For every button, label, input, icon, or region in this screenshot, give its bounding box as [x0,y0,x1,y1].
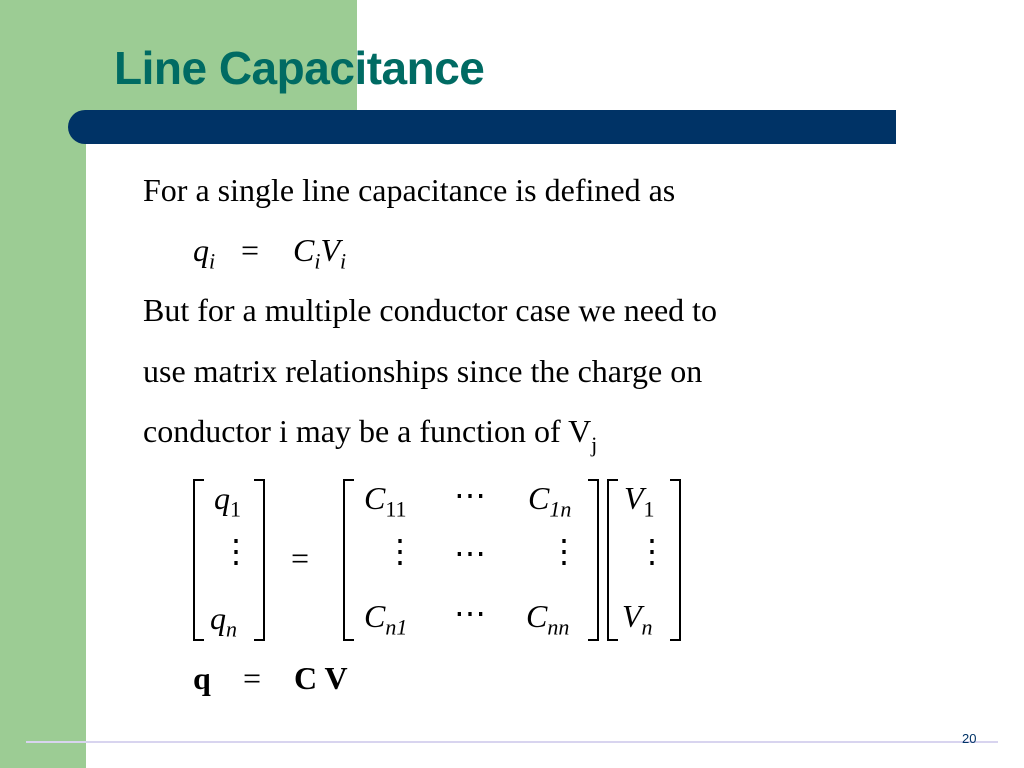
vector-q-bottom [210,600,237,642]
line4-subscript: j [591,432,598,457]
c-bracket-right [588,480,598,640]
title-underline-bar [68,110,896,144]
footer-divider [26,741,998,743]
q-bottom-sub: n [226,616,237,642]
matrix-equals: = [291,540,310,576]
cnn-element [526,598,569,640]
eq1-rhs [293,232,346,274]
q-bracket-right [254,480,264,640]
eq1-c: C [293,232,315,268]
matrix-form-equation [193,660,393,706]
eq-final-cv: C V [294,660,348,696]
col1-vdots: ⋮ [384,533,416,569]
vector-v-vdots: ⋮ [636,533,668,569]
v-bottom-sub: n [641,614,653,640]
coln-vdots: ⋮ [548,533,580,569]
body-line-1: For a single line capacitance is defined as [143,172,676,208]
eq-final-equals: = [243,660,262,696]
c-bracket-left [344,480,354,640]
body-line-4 [143,411,597,455]
cn1: C [364,598,386,634]
v-top-sub: 1 [643,496,655,522]
c1n-element [528,480,571,522]
eq1-q-sub: i [209,248,216,274]
slide-title: Line Capacitance [114,42,485,94]
c1n: C [528,480,550,516]
row-n-cdots: ⋯ [454,595,486,631]
middle-cdots: ⋯ [454,535,486,571]
c11: C [364,480,386,516]
body-line-2: But for a multiple conductor case we need to [143,292,718,328]
eq-final-q: q [193,660,211,696]
q-bracket-left [194,480,204,640]
v-bottom: V [622,598,642,634]
v-bracket-right [670,480,680,640]
line4-text: conductor i may be a function of V [143,413,592,449]
vector-q-top [214,480,241,522]
v-bracket-left [608,480,618,640]
c11-element [364,480,407,522]
cnn: C [526,598,548,634]
eq1-q: q [193,232,209,268]
vector-v-top [624,480,655,522]
eq1-c-sub: i [314,248,321,274]
single-line-equation [193,232,393,278]
q-bottom: q [210,600,226,636]
capacitance-matrix-equation [188,472,708,652]
c11-sub: 11 [385,496,407,522]
body-line-3: use matrix relationships since the charge on [143,353,703,389]
cn1-element [364,598,407,640]
vector-v-bottom [622,598,653,640]
eq1-v: V [320,232,341,268]
vector-q-vdots: ⋮ [220,533,252,569]
cnn-sub: nn [547,614,570,640]
q-top: q [214,480,230,516]
eq1-v-sub: i [340,248,347,274]
row1-cdots: ⋯ [454,477,486,513]
c1n-sub: 1n [549,496,572,522]
cn1-sub: n1 [385,614,408,640]
eq1-equals: = [241,232,260,268]
page-number: 20 [962,731,977,746]
q-top-sub: 1 [230,496,241,522]
eq1-lhs [193,232,215,274]
v-top: V [624,480,644,516]
